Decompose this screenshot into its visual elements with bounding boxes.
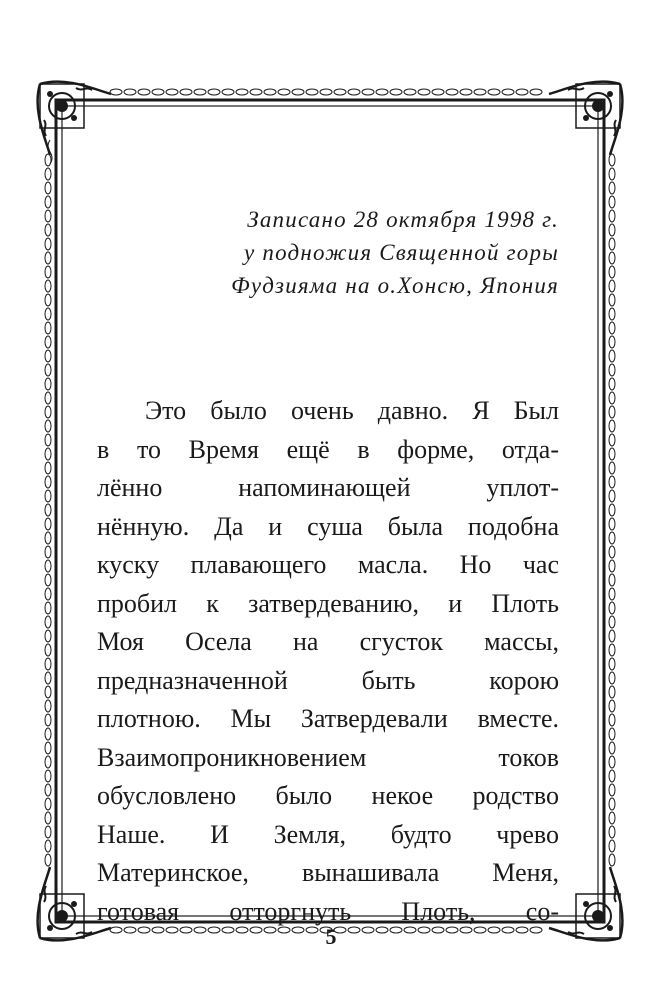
text-line: пробил к затвердеванию, и Плоть	[97, 588, 559, 618]
page-number: 5	[325, 924, 337, 949]
text-line: куску плавающего масла. Но час	[97, 550, 559, 579]
text-line: обусловлено было некое родство	[97, 781, 559, 810]
text-line: лённо напоминающей уплот-	[97, 473, 559, 502]
epigraph	[231, 203, 559, 302]
epigraph-line: у подножия Священной горы	[244, 240, 559, 265]
text-line: Взаимопроникновением токов	[97, 742, 559, 772]
text-line: Наше. И Земля, будто чрево	[97, 819, 559, 849]
text-line: нённую. Да и суша была подобна	[97, 511, 559, 541]
text-line: в то Время ещё в форме, отда-	[97, 434, 559, 464]
epigraph-line: Фудзияма на о.Хонсю, Япония	[231, 273, 559, 298]
text-line: готовая отторгнуть Плоть, со-	[97, 896, 559, 926]
text-line: Это было очень давно. Я Был	[145, 396, 559, 425]
text-line: предназначенной быть корою	[97, 665, 559, 695]
main-text	[97, 392, 559, 931]
text-line: Моя Осела на сгусток массы,	[97, 627, 559, 656]
text-line: Материнское, вынашивала Меня,	[97, 858, 559, 887]
epigraph-line: Записано 28 октября 1998 г.	[247, 207, 559, 232]
text-line: плотною. Мы Затвердевали вместе.	[97, 704, 559, 733]
